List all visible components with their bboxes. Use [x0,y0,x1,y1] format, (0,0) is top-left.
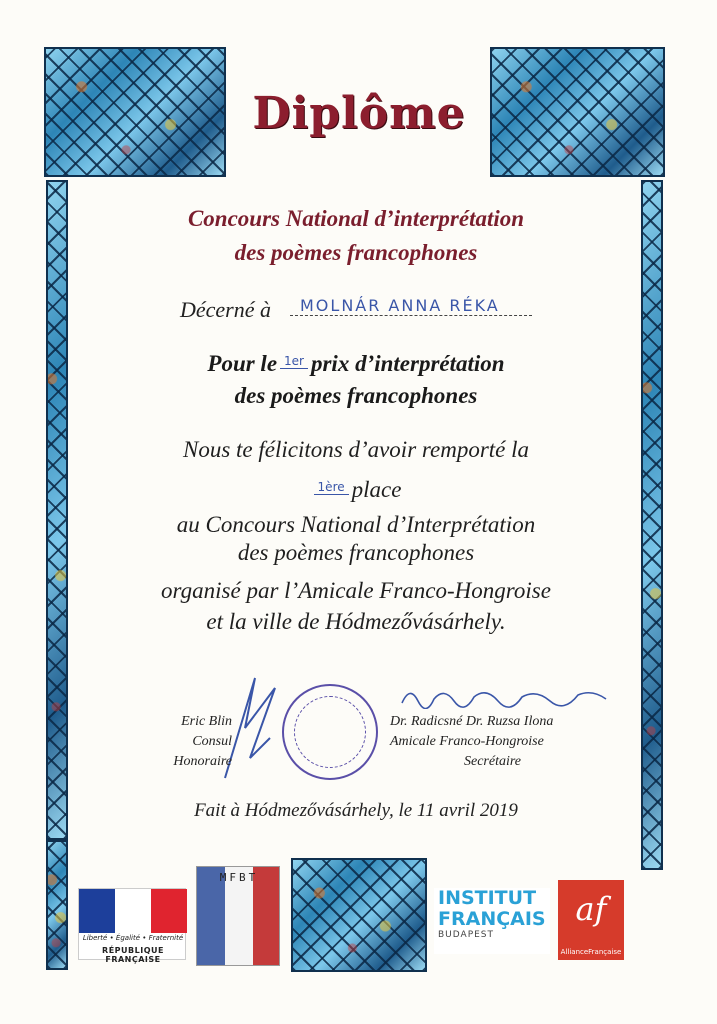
republique-motto: Liberté • Égalité • Fraternité [82,934,184,942]
signatory-left-role2: Honoraire [173,754,232,769]
place-and-date: Fait à Hódmezővásárhely, le 11 avril 2019 [194,800,518,821]
body-line5: organisé par l’Amicale Franco-Hongroise [161,578,551,603]
republique-name: RÉPUBLIQUE FRANÇAISE [102,946,164,964]
mfbt-logo [196,866,280,966]
signatory-right-name: Dr. Radicsné Dr. Ruzsa Ilona [390,714,554,729]
body-line1: Nous te félicitons d’avoir remporté la [182,437,530,462]
stained-glass-center-logo [291,858,427,972]
mfbt-label: MFBT [219,871,259,884]
body-line3: au Concours National d’Interprétation [176,512,536,537]
signature-right [400,683,610,709]
stained-glass-corner-right [490,47,665,177]
recipient-name: MOLNÁR ANNA RÉKA [290,296,532,316]
stained-glass-border-right [641,180,663,870]
place-rank: 1ère [314,480,349,495]
prize-line1 [80,351,632,377]
french-flag-icon [79,889,187,933]
prize-suffix: prix d’interprétation [310,351,505,376]
prize-line2: des poèmes francophones [234,383,478,408]
prize-prefix: Pour le [207,351,278,376]
body-line6: et la ville de Hódmezővásárhely. [206,609,506,634]
body-line2 [80,477,632,503]
signatory-right-org: Amicale Franco-Hongroise [390,734,544,749]
competition-title-line2: des poèmes francophones [234,240,478,265]
institut-city: BUDAPEST [438,930,495,940]
signatory-left-role1: Consul [192,734,232,749]
signatory-left-name: Eric Blin [181,714,232,729]
body-line4: des poèmes francophones [237,540,475,565]
institut-line1: INSTITUT [438,887,537,909]
alliance-francaise-logo [558,880,624,960]
stained-glass-border-bottom-left [46,840,68,970]
awarded-label: Décerné à [180,297,272,322]
stained-glass-corner-left [44,47,226,177]
institut-francais-logo [434,888,550,954]
republique-francaise-logo [78,888,186,964]
af-sub: AllianceFrançaise [560,948,622,956]
competition-title-line1: Concours National d’interprétation [187,206,525,231]
official-stamp [282,684,378,780]
signatory-left [140,712,232,772]
signatory-right [390,712,620,772]
diploma-title: Diplôme [252,88,466,139]
institut-line2: FRANÇAIS [438,908,546,930]
prize-rank: 1er [280,354,308,369]
stained-glass-border-left [46,180,68,840]
place-word: place [351,477,402,502]
signatory-right-role: Secrétaire [464,754,522,769]
af-mark: af [575,890,607,928]
